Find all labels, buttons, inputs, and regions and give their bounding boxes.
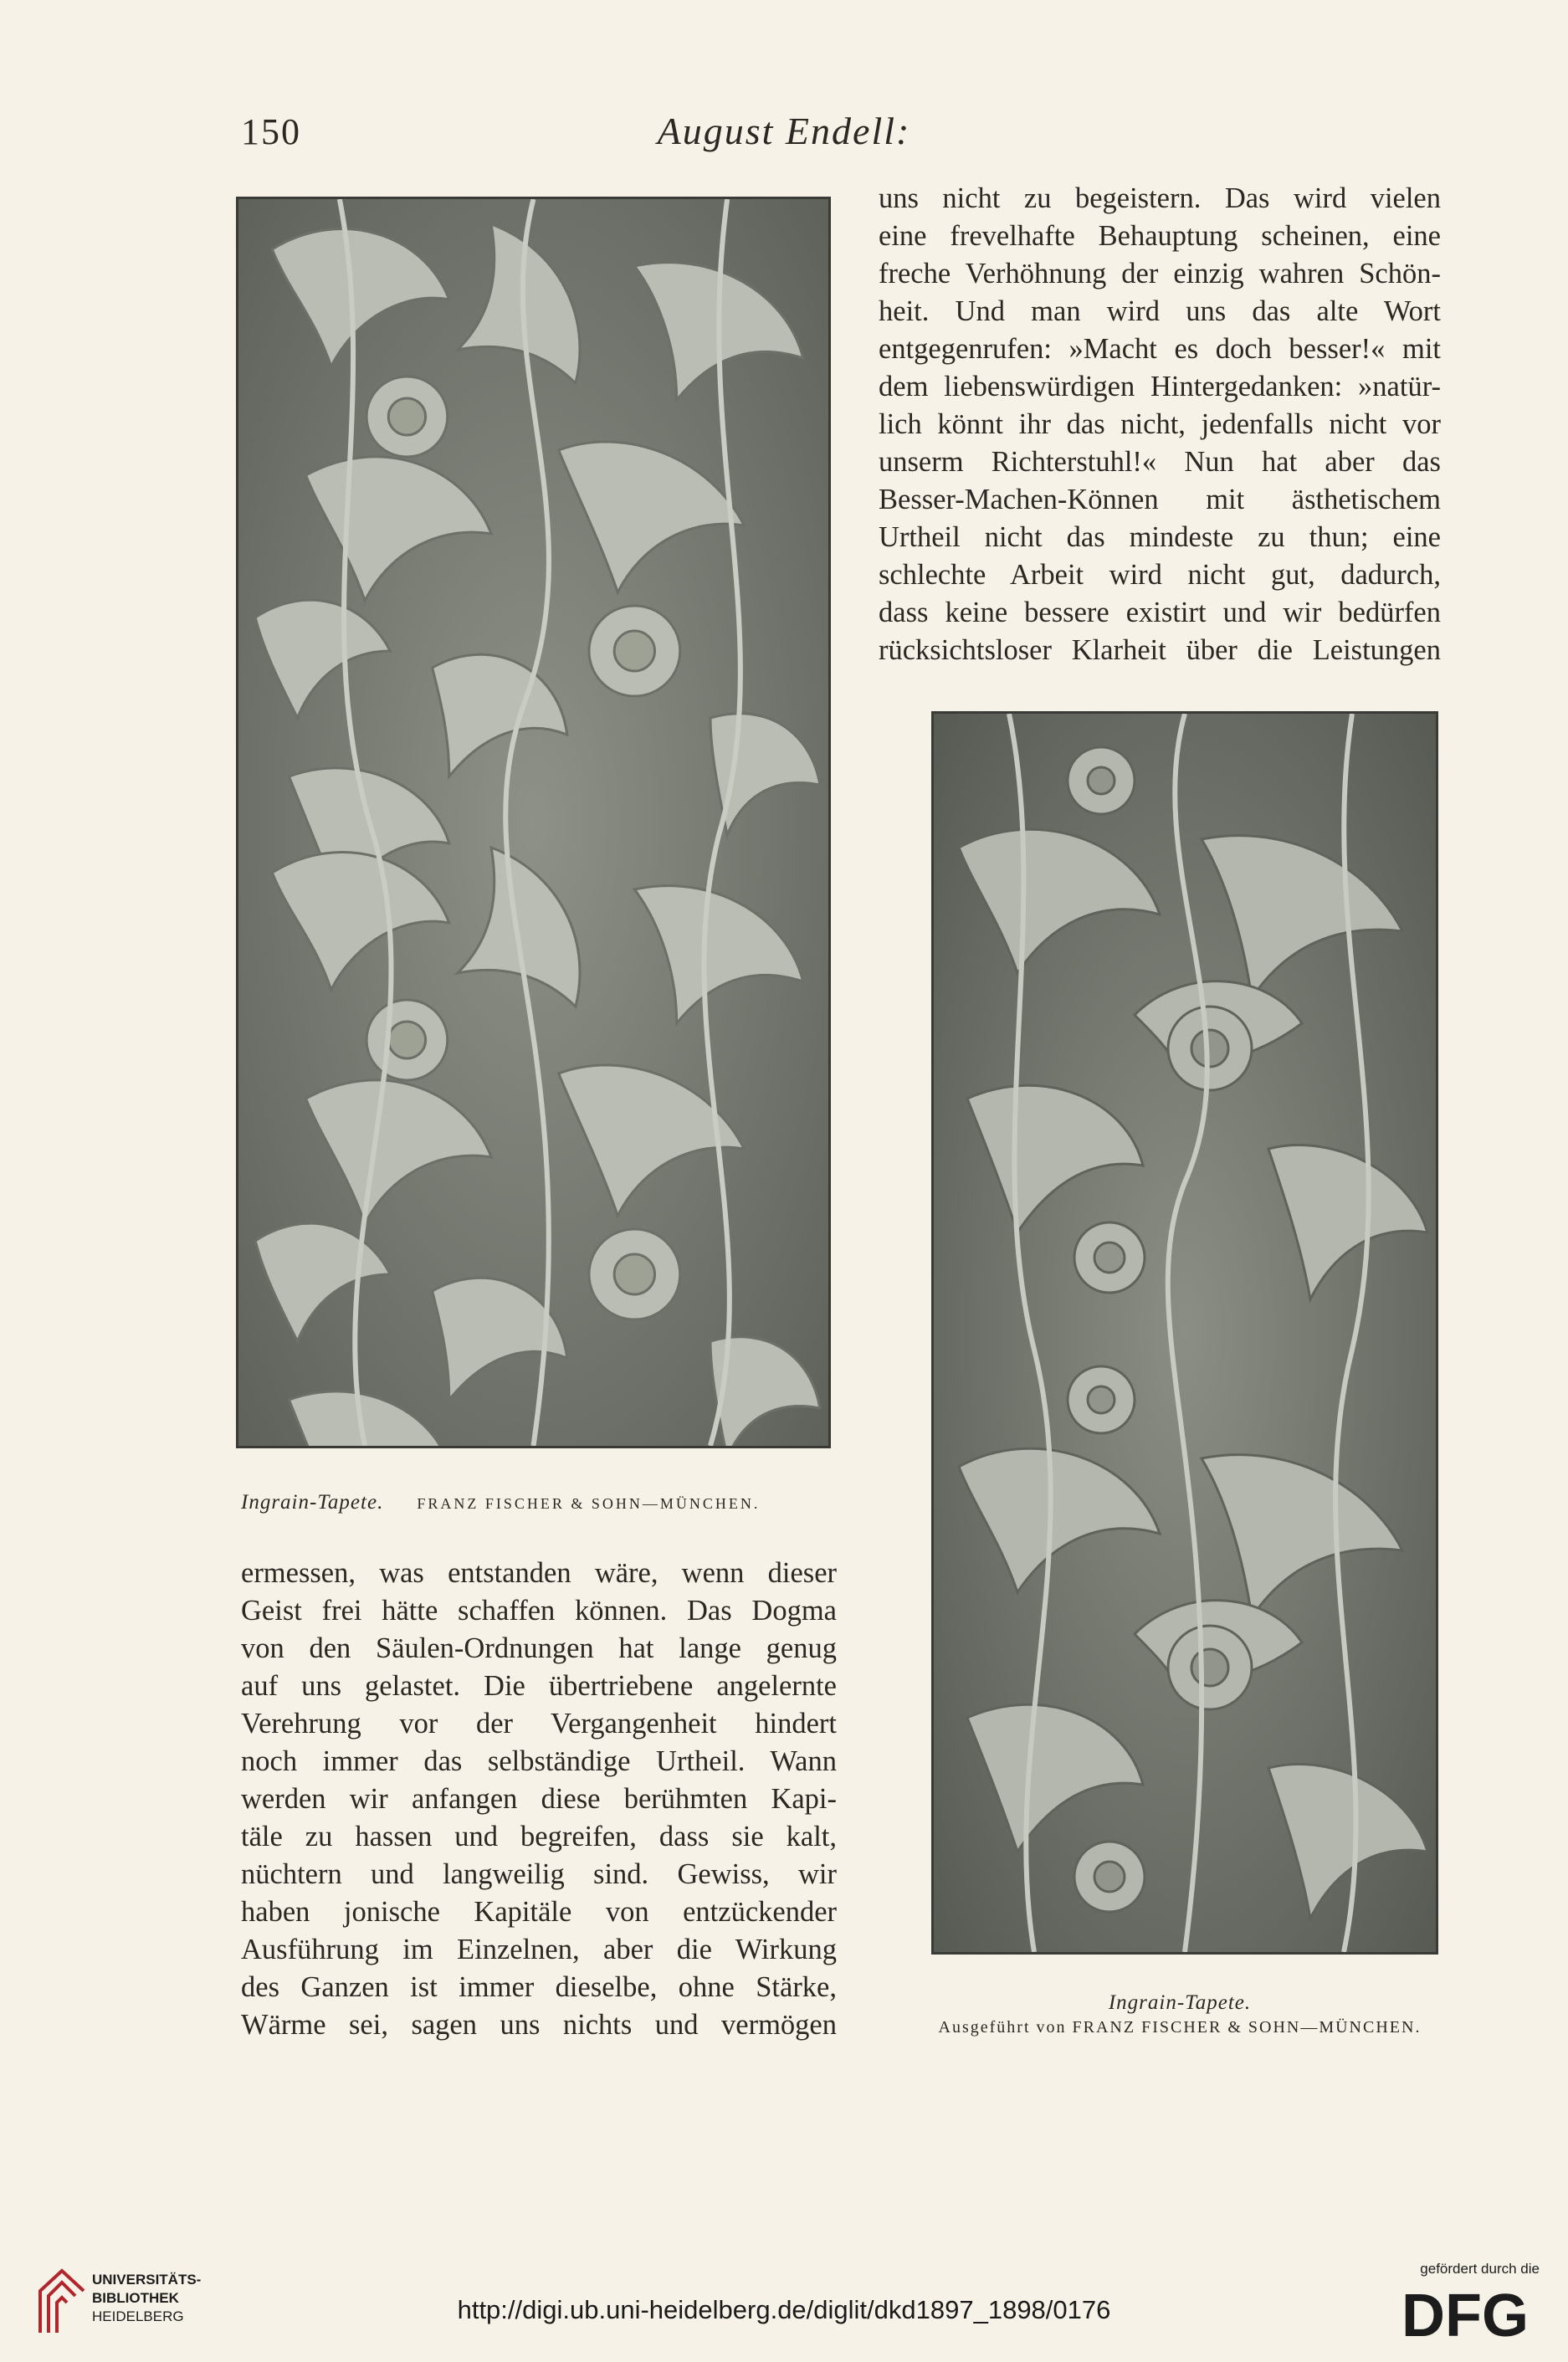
text-line: dem liebenswürdigen Hintergedanken: »natür-: [879, 371, 1441, 402]
caption-left: [241, 1491, 827, 1514]
floral-pattern-left: [238, 199, 828, 1446]
text-line: nüchtern und langweilig sind. Gewiss, wir: [241, 1858, 837, 1890]
sponsor-text: gefördert durch die: [1420, 2261, 1540, 2277]
text-line: uns nicht zu begeistern. Das wird vielen: [879, 182, 1441, 214]
caption-left-title: Ingrain-Tapete.: [241, 1491, 384, 1514]
running-head: August Endell:: [657, 110, 911, 152]
wallpaper-plate-left: [236, 197, 831, 1448]
text-line: Verehrung vor der Vergangenheit hindert: [241, 1708, 837, 1739]
text-line: schlechte Arbeit wird nicht gut, dadurch,: [879, 559, 1441, 591]
text-line: täle zu hassen und begreifen, dass sie kalt,: [241, 1821, 837, 1852]
dfg-logo-text: DFG: [1401, 2283, 1529, 2346]
text-line: rücksichtsloser Klarheit über die Leistungen: [879, 634, 1441, 666]
text-line: entgegenrufen: »Macht es doch besser!« mit: [879, 333, 1441, 365]
text-line: heit. Und man wird uns das alte Wort: [879, 295, 1441, 327]
text-line: Urtheil nicht das mindeste zu thun; eine: [879, 521, 1441, 553]
text-line: dass keine bessere existirt und wir bedürfen: [879, 597, 1441, 628]
wallpaper-plate-right: [931, 711, 1438, 1955]
caption-right-title: Ingrain-Tapete.: [1108, 1991, 1252, 2014]
library-line: HEIDELBERG: [92, 2308, 184, 2324]
caption-right-credit: Ausgeführt von FRANZ FISCHER & SOHN—MÜNCHEN.: [938, 2018, 1422, 2037]
text-line: ermessen, was entstanden wäre, wenn dieser: [241, 1557, 837, 1589]
text-line: Ausführung im Einzelnen, aber die Wirkung: [241, 1934, 837, 1965]
text-line: Geist frei hätte schaffen können. Das Dogma: [241, 1595, 837, 1627]
text-line: eine frevelhafte Behauptung scheinen, eine: [879, 220, 1441, 252]
text-line: werden wir anfangen diese berühmten Kapi-: [241, 1783, 837, 1815]
dfg-logo-icon: [1387, 2283, 1543, 2346]
library-line: UNIVERSITÄTS-: [92, 2272, 202, 2288]
text-line: Besser-Machen-Können mit ästhetischem: [879, 484, 1441, 515]
text-line: noch immer das selbständige Urtheil. Wann: [241, 1745, 837, 1777]
text-line: haben jonische Kapitäle von entzückender: [241, 1896, 837, 1928]
text-line: lich könnt ihr das nicht, jedenfalls nicht vor: [879, 408, 1441, 440]
text-line: Wärme sei, sagen uns nichts und vermögen: [241, 2009, 837, 2041]
source-url-link[interactable]: http://digi.ub.uni-heidelberg.de/diglit/dkd1897_1898/0176: [457, 2295, 1111, 2324]
library-line: BIBLIOTHEK: [92, 2290, 179, 2306]
text-line: freche Verhöhnung der einzig wahren Schön-: [879, 258, 1441, 289]
caption-left-credit: FRANZ FISCHER & SOHN—MÜNCHEN.: [417, 1495, 761, 1512]
caption-right: [887, 1991, 1473, 2037]
text-column-right: [879, 180, 1441, 669]
text-line: auf uns gelastet. Die übertriebene angelernte: [241, 1670, 837, 1702]
text-line: unserm Richterstuhl!« Nun hat aber das: [879, 446, 1441, 478]
page-number: 150: [241, 111, 301, 152]
text-line: des Ganzen ist immer dieselbe, ohne Stärke,: [241, 1971, 837, 2003]
thistle-pattern-right: [934, 714, 1436, 1952]
text-line: von den Säulen-Ordnungen hat lange genug: [241, 1632, 837, 1664]
text-column-left: [241, 1555, 837, 2044]
